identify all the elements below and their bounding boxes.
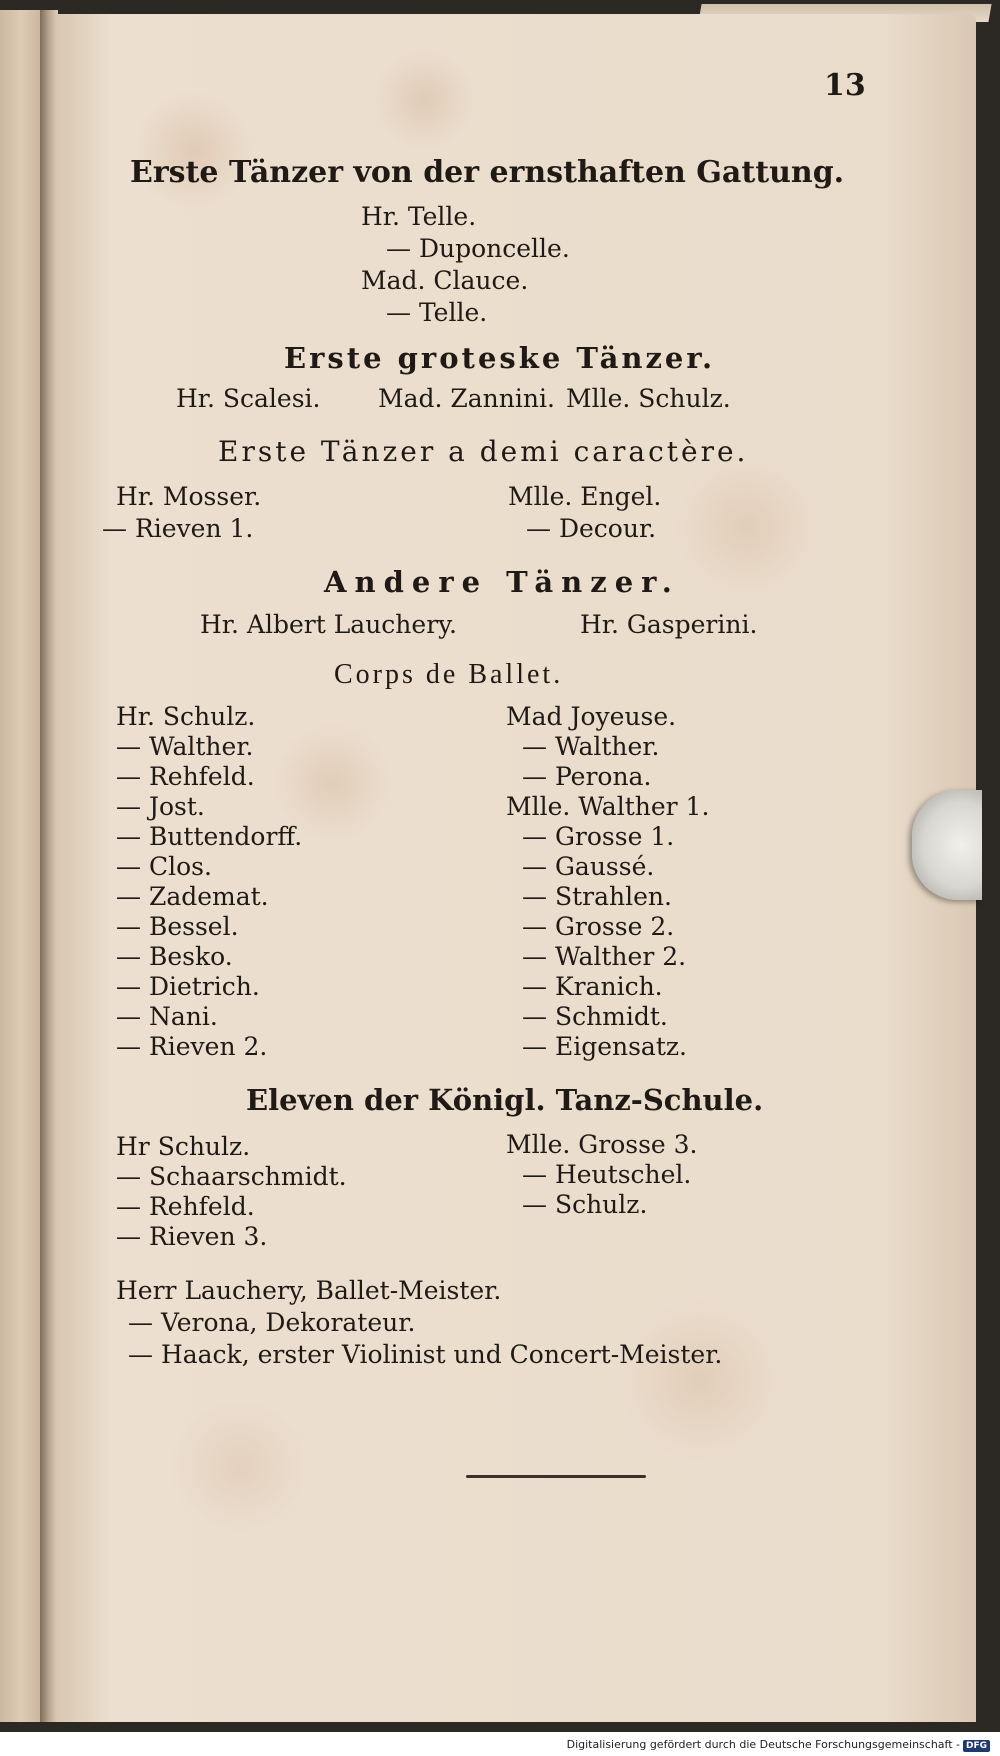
other-name-2: Hr. Gasperini. (580, 610, 758, 639)
corps-left-6: — Clos. (116, 852, 212, 881)
corps-left-2: — Walther. (116, 732, 254, 761)
heading-serious: Erste Tänzer von der ernsthaften Gattung. (130, 155, 845, 190)
corps-left-8: — Bessel. (116, 912, 239, 941)
staff-line-2: — Verona, Dekorateur. (128, 1308, 416, 1337)
demi-left-1: Hr. Mosser. (116, 482, 262, 511)
corps-left-5: — Buttendorff. (116, 822, 303, 851)
corps-left-7: — Zademat. (116, 882, 269, 911)
corps-right-12: — Eigensatz. (522, 1032, 687, 1061)
corps-left-12: — Rieven 2. (116, 1032, 268, 1061)
page-number: 13 (824, 68, 866, 103)
heading-pupils: Eleven der Königl. Tanz-Schule. (246, 1083, 764, 1117)
corps-right-11: — Schmidt. (522, 1002, 668, 1031)
demi-right-2: — Decour. (526, 514, 657, 543)
corps-right-1: Mad Joyeuse. (506, 702, 677, 731)
corps-right-6: — Gaussé. (522, 852, 655, 881)
pupils-left-3: — Rehfeld. (116, 1192, 255, 1221)
corps-right-4: Mlle. Walther 1. (506, 792, 710, 821)
pupils-left-1: Hr Schulz. (116, 1132, 251, 1161)
corps-right-9: — Walther 2. (522, 942, 687, 971)
heading-grotesque: Erste groteske Tänzer. (284, 341, 716, 375)
corps-right-8: — Grosse 2. (522, 912, 675, 941)
pupils-right-2: — Heutschel. (522, 1160, 692, 1189)
digitization-credit (567, 1738, 990, 1752)
corps-left-10: — Dietrich. (116, 972, 260, 1001)
grotesque-name-3: Mlle. Schulz. (566, 384, 731, 413)
corps-left-3: — Rehfeld. (116, 762, 255, 791)
heading-corps: Corps de Ballet. (334, 659, 564, 690)
pupils-left-2: — Schaarschmidt. (116, 1162, 347, 1191)
serious-line-3: Mad. Clauce. (361, 266, 529, 295)
pupils-right-1: Mlle. Grosse 3. (506, 1130, 698, 1159)
staff-line-3: — Haack, erster Violinist und Concert-Meister. (128, 1340, 723, 1369)
heading-demi: Erste Tänzer a demi caractère. (218, 435, 749, 468)
corps-left-9: — Besko. (116, 942, 233, 971)
demi-right-1: Mlle. Engel. (508, 482, 662, 511)
dfg-logo: DFG (963, 1740, 990, 1752)
pupils-left-4: — Rieven 3. (116, 1222, 268, 1251)
corps-right-7: — Strahlen. (522, 882, 672, 911)
corps-right-3: — Perona. (522, 762, 652, 791)
corps-right-5: — Grosse 1. (522, 822, 675, 851)
corps-left-4: — Jost. (116, 792, 205, 821)
serious-line-1: Hr. Telle. (361, 202, 477, 231)
pupils-right-3: — Schulz. (522, 1190, 648, 1219)
corps-right-2: — Walther. (522, 732, 660, 761)
serious-line-4: — Telle. (386, 298, 488, 327)
other-name-1: Hr. Albert Lauchery. (200, 610, 457, 639)
corps-left-1: Hr. Schulz. (116, 702, 256, 731)
corps-left-11: — Nani. (116, 1002, 218, 1031)
demi-left-2: — Rieven 1. (102, 514, 254, 543)
corps-right-10: — Kranich. (522, 972, 663, 1001)
book-page (56, 14, 976, 1722)
serious-line-2: — Duponcelle. (386, 234, 570, 263)
credit-text: Digitalisierung gefördert durch die Deutsche Forschungsgemeinschaft - (566, 1738, 960, 1751)
staff-line-1: Herr Lauchery, Ballet-Meister. (116, 1276, 502, 1305)
closing-rule (466, 1475, 646, 1478)
heading-other: Andere Tänzer. (324, 565, 680, 599)
grotesque-name-1: Hr. Scalesi. (176, 384, 321, 413)
page-clip (912, 790, 982, 900)
grotesque-name-2: Mad. Zannini. (378, 384, 555, 413)
